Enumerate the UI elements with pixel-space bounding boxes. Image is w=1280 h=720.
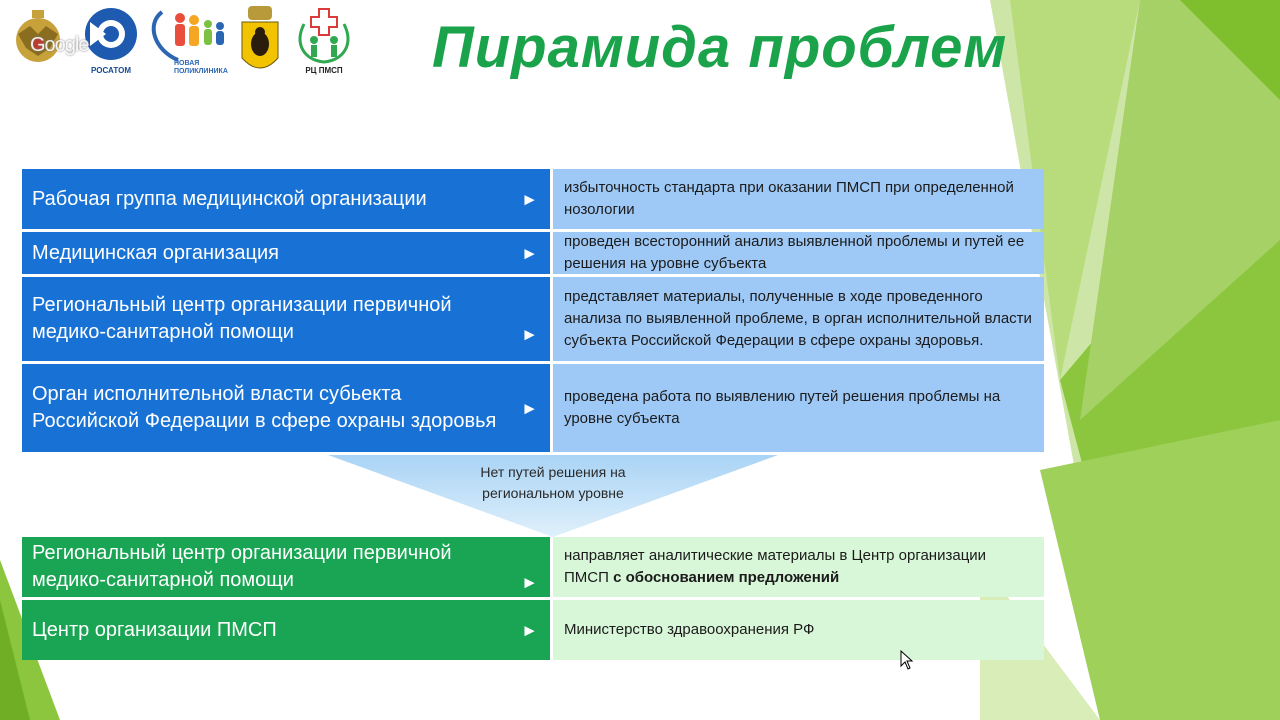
pyramid-row-3 <box>22 277 1044 361</box>
triangle-right-icon: ► <box>521 620 538 640</box>
rcpmsp-caption: РЦ ПМСП <box>305 66 343 75</box>
row-5-description-plain <box>564 545 1034 589</box>
bear-shield-icon <box>238 4 282 80</box>
slide-title: Пирамида проблем <box>432 15 1008 80</box>
medical-cross-icon <box>294 4 354 64</box>
row-2-level-text: Медицинская организация <box>32 241 279 264</box>
row-1-level <box>22 169 550 229</box>
triangle-right-icon: ► <box>521 573 538 592</box>
triangle-right-icon: ► <box>521 189 538 209</box>
pyramid-row-6 <box>22 600 1044 660</box>
rc-pmsp-logo <box>294 4 354 84</box>
row-5-description <box>553 537 1044 597</box>
pyramid-row-2 <box>22 232 1044 274</box>
clinic-caption-line2: ПОЛИКЛИНИКА <box>174 68 228 75</box>
row-3-description: представляет материалы, полученные в ходе проведенного анализа по выявленной проблеме, в орган исполнительной власти субъекта Российской Федерации в сфере охраны здоровья. <box>553 277 1044 361</box>
row-2-level <box>22 232 550 274</box>
mouse-cursor-icon <box>900 650 916 670</box>
clinic-caption-line1: НОВАЯ <box>174 60 200 67</box>
row-6-level-text: Центр организации ПМСП <box>32 618 277 641</box>
triangle-right-icon: ► <box>521 325 538 344</box>
logo-strip <box>10 4 360 86</box>
new-clinic-logo <box>148 4 236 84</box>
row-4-level <box>22 364 550 452</box>
row-3-level-text: Региональный центр организации первичной медико-санитарной помощи <box>32 294 452 343</box>
row-5-description-bold: с обоснованием предложений <box>613 569 840 586</box>
row-2-description: проведен всесторонний анализ выявленной проблемы и путей ее решения на уровне субъекта <box>553 232 1044 274</box>
row-5-level <box>22 537 550 597</box>
row-5-level-text: Региональный центр организации первичной медико-санитарной помощи <box>32 542 452 591</box>
google-watermark: Google <box>30 34 89 56</box>
row-1-level-text: Рабочая группа медицинской организации <box>32 187 427 210</box>
triangle-right-icon: ► <box>521 243 538 263</box>
row-3-level <box>22 277 550 361</box>
row-4-description: проведена работа по выявлению путей решения проблемы на уровне субъекта <box>553 364 1044 452</box>
yaroslavl-coat-of-arms <box>238 4 282 84</box>
row-6-level <box>22 600 550 660</box>
pyramid-row-5 <box>22 537 1044 597</box>
rosatom-caption: РОСАТОМ <box>91 66 131 75</box>
row-6-description: Министерство здравоохранения РФ <box>553 600 1044 660</box>
family-heart-icon <box>148 4 236 62</box>
triangle-right-icon: ► <box>521 398 538 418</box>
row-4-level-text: Орган исполнительной власти субьекта Российской Федерации в сфере охраны здоровья <box>32 383 497 432</box>
funnel-caption: Нет путей решения на региональном уровне <box>480 464 626 501</box>
row-1-description: избыточность стандарта при оказании ПМСП при определенной нозологии <box>553 169 1044 229</box>
pyramid-row-4 <box>22 364 1044 452</box>
row-5-description-text: направляет аналитические материалы в Центр организации ПМСП <box>564 547 987 586</box>
pyramid-row-1 <box>22 169 1044 229</box>
